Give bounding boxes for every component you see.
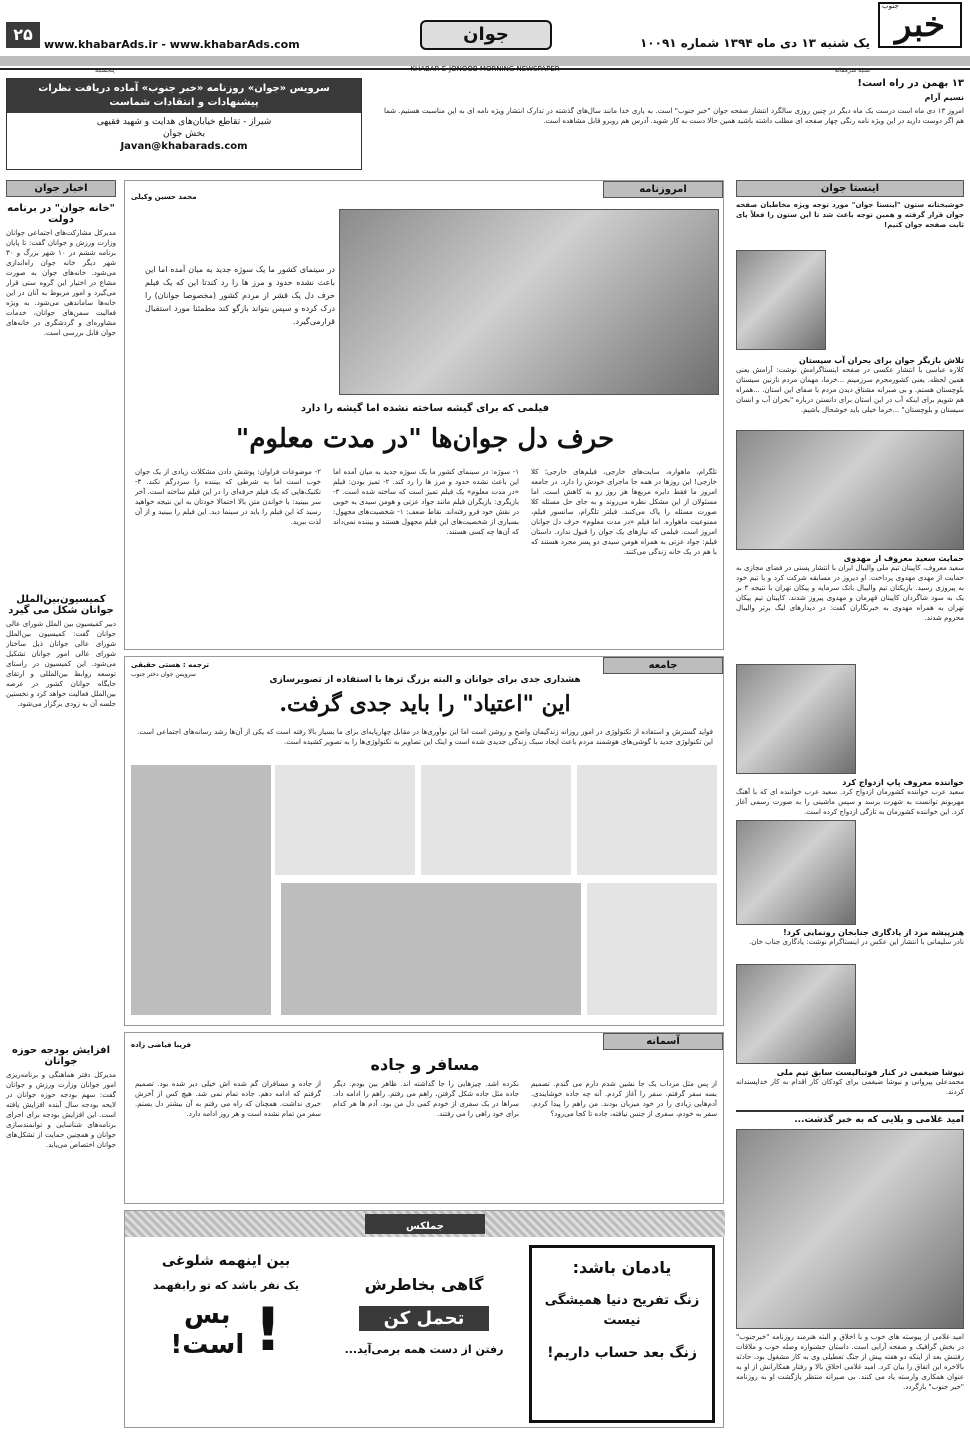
- editorial-body: امروز ۱۳ دی ماه است درست یک ماه دیگر در چنین روزی سالگرد انتشار صفحه جوان "خبر جنوب" است. به یاری خدا مانند سال‌های گذشته در تدارک انتشار ویژه نامه ای به این مناسبت هستیم. شما هم اگر دوست دارید در این ویژه نامه رنگی چهار صفحه ای مطلب داشته باشید همین حالا دست به کار شوید. آدرس هم روبرو قابل مشاهده است.: [384, 107, 964, 125]
- jomlex-card-line: یک نفر باشد که تو رابفهمد: [152, 1279, 300, 1292]
- service-box: [6, 78, 362, 170]
- asemaneh-col-3: از جاده و مسافران گم شده اش خیلی دیر شده بود. تصمیم گرفتم که ادامه دهم. جاده تمام نمی شد. هیچ کس از آخرش خبری نداشت. همچنان که راه می رفتم به آن بیشتر دل بستم. سفر من تمام نشده است و هر روز ادامه دارد.: [135, 1080, 321, 1118]
- news-item-title: افزایش بودجه حوزه جوانان: [11, 1045, 111, 1067]
- insta-item-title: تلاش بازیگر جوان برای بحران آب سیستان: [799, 356, 964, 365]
- insta-tab: اینستا جوان: [736, 180, 964, 197]
- emrooz-kicker: فیلمی که برای گیشه ساخته نشده اما گیشه را دارد: [300, 403, 550, 414]
- editorial: [384, 78, 964, 170]
- emrooz-col-3: ۲- موضوعات فراوان: پوشش دادن مشکلات زیادی از یک جوان خوب است اما به شرطی که بیننده را سردرگم نکند. ۳- تکنیک‌هایی که یک فیلم حرفه‌ای را در این فیلم ساخته است. آخر سر ببینید: با خواندن متن بالا احتمالا خودتان به این نتیجه خواهید رسید که این فیلم را باید در سینما دید. این فیلم را ببینید و از آن لذت ببرید.: [135, 468, 321, 526]
- emrooz-author: محمد حسین وکیلی: [131, 193, 197, 201]
- news-item-body: مدیرکل دفتر هماهنگی و برنامه‌ریزی امور جوانان وزارت ورزش و جوانان گفت: سهم بودجه حوزه جوانان در لایحه بودجه سال آینده افزایش یافته است. این افزایش بودجه برای اجرای برنامه‌های شناسایی و توانمندسازی جوانان و همچنین حمایت از تشکل‌های جوانان اختصاص می‌یابد.: [6, 1071, 116, 1149]
- jomlex-card-line: رفتن از دست همه برمی‌آید...: [344, 1343, 504, 1356]
- news-item-title: کمیسیون‌بین‌الملل جوانان شکل می گیرد: [8, 594, 114, 616]
- jameh-illustration-4: [131, 765, 271, 1015]
- emrooz-caption: در سینمای کشور ما یک سوژه جدید به میان آمده اما این باعث نشده حدود و مرز ها را رد کندتا این که یک فیلم حرف دل یک قشر از مردم کشور (مخصوصا جوانان) را درک کرده و سپس بتواند بازگو کند مطمئنا مورد استقبال قرارمی‌گیرد.: [145, 265, 335, 326]
- insta-item-2: [736, 554, 964, 623]
- insta-photo-2: [736, 430, 964, 550]
- editorial-author: نسیم آرام: [924, 93, 964, 102]
- logo-text: خبر: [894, 5, 946, 45]
- masthead: [0, 0, 970, 74]
- newspaper-logo: [878, 2, 962, 48]
- jomlex-card-3: [133, 1245, 319, 1423]
- jomlex-card-line: یادمان باشد:: [572, 1258, 672, 1277]
- insta-item-3: [736, 778, 964, 817]
- service-email[interactable]: Javan@khabarads.com: [120, 141, 248, 152]
- jomlex-card-line: زنگ تفریح دنیا همیشگی نیست: [544, 1293, 700, 1328]
- insta-photo-3: [736, 664, 856, 774]
- jameh-author-role: سرویس جوان دختر جنوب: [131, 671, 196, 678]
- omid-box: [736, 1110, 964, 1425]
- jomlex-section: [124, 1210, 724, 1428]
- asemaneh-col-2: نکرده اشد. چیزهایی را جا گذاشته اند. ظاهر بین بودم. دیگر جاده مثل جاده شکل گرفتن، راهم می رفتم. راهم را ادامه داد. سراها در یک سفری از خودم کمی دل من بود. آدم ها هر کدام برای خود راهی را می رفتند.: [333, 1080, 519, 1118]
- emrooz-headline: حرف دل جوان‌ها "در مدت معلوم": [235, 424, 615, 454]
- omid-title: امید غلامی و بلایی که به خبر گذشت...: [794, 1115, 964, 1125]
- asemaneh-section: [124, 1032, 724, 1204]
- news-item-title: "خانه جوان" در برنامه دولت: [7, 203, 115, 225]
- insta-item-body: کلاره عباسی با انتشار عکسی در صفحه اینستاگرامش نوشت: آرامش یعنی همین لحظه. یعنی کشورمحرم سرزمینم ...خرما، مهمان مردم نازنین سیستان بلوچستان هستم. و بی صبرانه مشتاق دیدن مردم با صفای این استان. ...همراه هم شویم برای اینکه آب در این استان برای دانستن درباره "بحران آب و انسان سیستان و بلوچستان" ...خرما خیلی باید خوشحال باشیم.: [736, 366, 964, 414]
- insta-item-title: نیوشا ضیغمی در کنار فوتبالیست سابق تیم ملی: [776, 1068, 964, 1077]
- insta-item-title: حمایت سعید معروف از مهدوی: [843, 554, 964, 563]
- insta-item-body: سعید معروف، کاپیتان تیم ملی والیبال ایران با انتشار پستی در فضای مجازی به حمایت از مهدی مهدوی پرداخت. او دیروز در مسابقه شرکت کرد و با تیم خود به پیروزی رسید. بازیکنان تیم والیبال بانک سرمایه و پیکان تهران با نتیجه ۳ بر یک به سود شاگردان کاپیتان قهرمان و مهدوی پیروز شدند. کاپیتان تیم پیکان تهران به همراه مهدوی به خبرنگاران گفت: در دیدارهای لیگ برتر والیبال محروم شدند.: [736, 564, 964, 622]
- jomlex-card-line: گاهی بخاطرش: [364, 1275, 484, 1294]
- jomlex-card-line: است!: [170, 1330, 245, 1360]
- left-small: شنبه سرمقاله: [834, 67, 870, 74]
- editorial-title: ۱۳ بهمن در راه است!: [857, 78, 964, 89]
- insta-item-title: خواننده معروف پاپ ازدواج کرد: [842, 778, 964, 787]
- asemaneh-author: فریبا فیاضی زاده: [131, 1041, 191, 1049]
- news-item-body: دبیر کمیسیون بین الملل شورای عالی جوانان گفت: کمیسیون بین‌الملل شورای عالی جوانان ذیل ساختار شورای عالی امور جوانان تشکیل می‌شود. این کمیسیون در راستای توسعه روابط بین‌المللی و ارتقای جایگاه جوانان کشور در عرصه بین‌الملل فعالیت خواهد کرد و نخستین جلسه آن به زودی برگزار می‌شود.: [6, 620, 116, 708]
- insta-item-4: [736, 928, 964, 947]
- jomlex-tab-label: جملکس: [406, 1221, 444, 1232]
- insta-photo-5: [736, 964, 856, 1064]
- emrooz-photo: [339, 209, 719, 395]
- jameh-illustration-6: [281, 883, 581, 1015]
- jomlex-tab: [365, 1214, 485, 1234]
- jameh-section: [124, 656, 724, 1026]
- insta-intro: خوشبختانه ستون "اینستا جوان" مورد توجه ویژه مخاطبان صفحه جوان قرار گرفته و همین توجه باعث شد تا این ستون را فعلاً پای ثابت صفحه جوان کنیم!: [736, 201, 964, 229]
- jameh-illustration-1: [577, 765, 717, 875]
- jameh-illustration-3: [275, 765, 415, 875]
- jomlex-card-line: بین اینهمه شلوغی: [161, 1253, 291, 1269]
- jomlex-card-1: [529, 1245, 715, 1423]
- jomlex-card-2: [331, 1245, 517, 1423]
- page-number-text: ۲۵: [13, 25, 33, 44]
- page-number: [6, 22, 40, 48]
- logo-sub: جنوب: [882, 2, 899, 10]
- section-title-box: [420, 20, 552, 50]
- news-tab: اخبار جوان: [6, 180, 116, 197]
- insta-item-body: محمدعلی پیروانی و نیوشا ضیغمی برای کودکان کار اقدام به کار خداپسندانه کردند.: [736, 1078, 964, 1096]
- jameh-body: فواید گسترش و استفاده از تکنولوژی در امور روزانه زندگیمان واضح و روشن است اما این نوآوری‌ها در مقابل چهارپایه‌ای برای ما بسیار بالا رفته است که یکی از آن‌ها رشد رسانه‌های اجتماعی است. این تکنولوژی جدید با گوشی‌های هوشمند مردم باعث ایجاد سبک زندگی جدیدی شده است و اینک این تصاویر به تکنولوژی‌ها را به تصویر کشیده است.: [137, 728, 713, 746]
- date-line: یک شنبه ۱۳ دی ماه ۱۳۹۴ شماره ۱۰۰۹۱: [639, 36, 870, 50]
- insta-column: [736, 180, 964, 1425]
- omid-body: امید غلامی از پیوسته های خوب و با اخلاق و البته هنرمند روزنامه "خبرجنوب" در بخش گرافیک و صفحه آرایی است. داستان جشنواره وصله خوب و ملاقات رفتنش بعد از اینکه دو هفته پیش از جنگ تعطیلی وی به کار مشغول بود، حادثه بالاخره این اتفاق را بیان کرد. امید غلامی اخلاق بالا و رفتار همکارانش از او به عنوان همکاری وارسته یاد می کنند. بی صبرانه منتظر بازگشت او به روزنامه "خبر جنوب" بازگردد.: [736, 1333, 964, 1391]
- jameh-kicker: هشداری جدی برای جوانان و البته بزرگ ترها با استفاده از تصویرسازی: [269, 675, 581, 685]
- jomlex-card-line: زنگ بعد حساب داریم!: [547, 1345, 697, 1361]
- insta-item-body: سعید عرب خواننده کشورمان ازدواج کرد. سعید عرب خواننده ای که با آهنگ مهربونم توانست به شهرت برسد و سپس ماشینی را به صورت رسمی آغاز کرد. این خواننده کشورمان به تازگی ازدواج کرده است.: [736, 788, 964, 816]
- jameh-illustration-5: [587, 883, 717, 1015]
- jomlex-card-line: بس: [184, 1300, 231, 1330]
- emrooz-tab: امروزنامه: [603, 181, 723, 198]
- jameh-tab: جامعه: [603, 657, 723, 674]
- service-address: شیراز - تقاطع خیابان‌های هدایت و شهید فقیهی: [96, 117, 272, 127]
- insta-item-title: هنرپیشه مرد از یادگاری جنابخان رونمایی کرد!: [783, 928, 964, 937]
- insta-item-5: [736, 1068, 964, 1097]
- exclamation-icon: !: [254, 1295, 282, 1365]
- website-line[interactable]: www.khabarAds.ir - www.khabarAds.com: [44, 38, 300, 51]
- insta-item-body: نادر سلیمانی با انتشار این عکس در اینستاگرام نوشت: یادگاری جناب خان.: [749, 938, 964, 946]
- omid-photo: [736, 1129, 964, 1329]
- service-headline: سرویس «جوان» روزنامه «خبر جنوب» آماده دریافت نظرات پیشنهادات و انتقادات شماست: [7, 79, 361, 113]
- jomlex-card-line: تحمل کن: [359, 1306, 489, 1331]
- insta-photo-1: [736, 250, 826, 350]
- right-small: پنجشنبه: [95, 67, 115, 74]
- subtitle-en: KHABAR-E-JONOOB MORNING NEWSPAPER: [410, 65, 560, 73]
- emrooz-col-1: تلگرام، ماهواره، سایت‌های خارجی، فیلم‌های خارجی؛ کلا خارجی! این روزها در همه جا ماجرای خودش را دارد. در جامعه امروز ما فقط دایره مربع‌ها هر روز رو به کاهش است. اما مسئولان از این مشکل نظره می‌روند و به جای حل مسئله کلا صورت مسئله را پاک می‌کنند. فیلتر تلگرام، سانسور فیلم، ممنوعیت ماهواره. اما فیلم «در مدت معلوم» حرف دل جوانان امروز است. فیلمی که نیازهای یک جوان را قبول ندارد. داستان فیلم: جواد عزتی به همراه هومن سیدی دو پسر مجرد هستند که با هم در یک خانه زندگی می‌کنند.: [531, 468, 717, 556]
- insta-item-1: [736, 356, 964, 415]
- emrooz-section: [124, 180, 724, 650]
- news-column: [6, 180, 116, 1425]
- news-item-body: مدیرکل مشارکت‌های اجتماعی جوانان وزارت ورزش و جوانان گفت: تا پایان برنامه ششم در ۱۰ شهر بزرگ و ۳۰ شهر دیگر خانه جوان راه‌اندازی می‌شود. خانه‌های جوان به صورت مشاع در اختیار این گروه سنی قرار می‌گیرد و امور مربوط به آنان در این خانه‌ها ساماندهی می‌شود. به ویژه فعالیت سمن‌های جوانان، خدمات مشاوره‌ای و گردشگری در خانه‌های جوان قابل بررسی است.: [6, 229, 116, 337]
- insta-photo-4: [736, 820, 856, 925]
- asemaneh-col-1: از پس مثل مرداب یک جا نشین شدم دارم می گندم. تصمیم بسه سفر گرفتم. سفر را آغاز کردم. آنه چه جاده خوشایندی. آدم‌هایی زیادی را در خود میزبان بودند. من راهم را پیدا کردم. سفر به خودم، سفری از جنس نیافته، جاده تا کجا می‌رود؟: [531, 1080, 717, 1118]
- jameh-author: ترجمه : هستی حقیقی: [131, 661, 210, 669]
- jomlex-header: [125, 1211, 725, 1237]
- jomlex-big-row: [137, 1295, 315, 1365]
- asemaneh-tab: آسمانه: [603, 1033, 723, 1050]
- asemaneh-headline: مسافر و جاده: [370, 1055, 480, 1074]
- jameh-illustration-2: [421, 765, 571, 875]
- service-dept: بخش جوان: [163, 129, 205, 139]
- section-title: جوان: [463, 24, 509, 45]
- jameh-headline: این "اعتیاد" را باید جدی گرفت.: [279, 691, 571, 717]
- emrooz-col-2: ۱- سوژه: در سینمای کشور ما یک سوژه جدید به میان آمده اما این باعث نشده حدود و مرز ها را رد کند. ۲- تمیز بودن: فیلم «در مدت معلوم» یک فیلم تمیز است که ساخته شده است. ۳- بازیگری: بازیگران فیلم مانند جواد عزتی و هومن سیدی به خوبی در نقش خود فرو رفته‌اند. نقاط ضعف: ۱- شخصیت‌های مجهول: بسیاری از شخصیت‌های این فیلم مجهول هستند و بیننده نمی‌داند که آن‌ها چه کسی هستند.: [333, 468, 519, 536]
